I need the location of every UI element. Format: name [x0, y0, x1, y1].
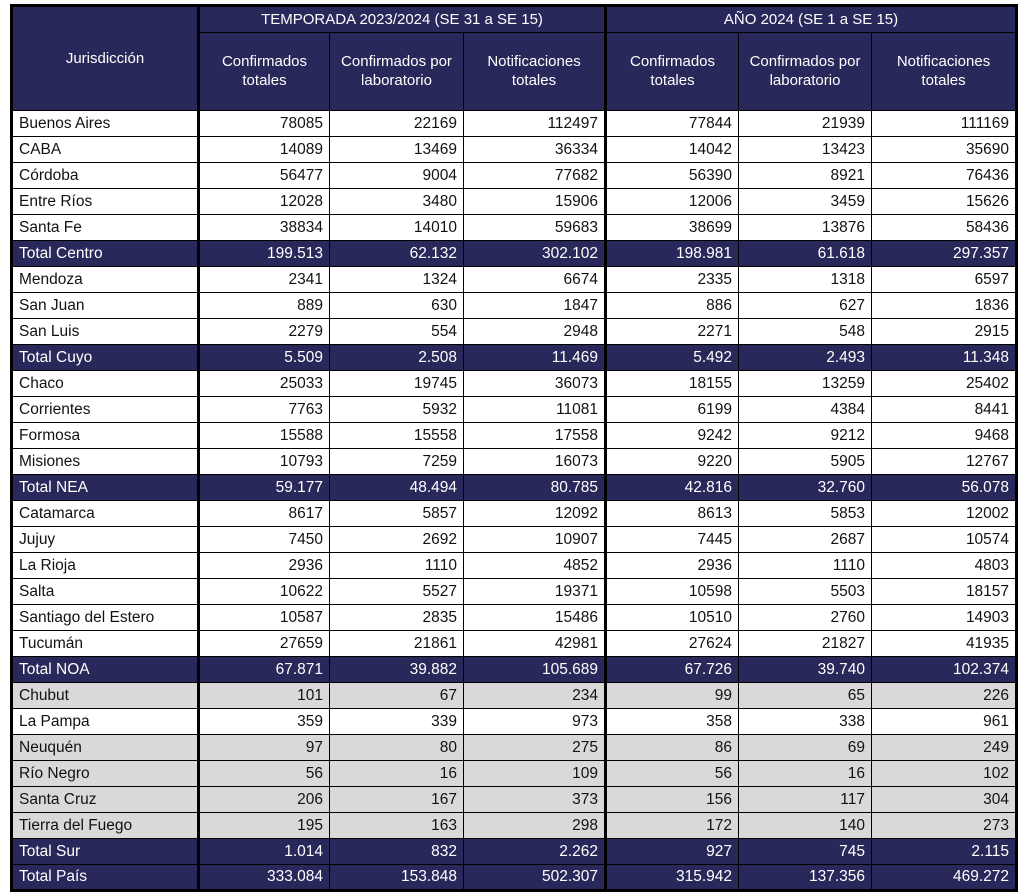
value-cell-temporada-confirmados-totales: 56477: [199, 163, 330, 189]
jurisdiction-cell: Formosa: [12, 423, 199, 449]
value-cell-anio-confirmados-laboratorio: 548: [739, 319, 872, 345]
value-cell-anio-notificaciones-totales: 10574: [872, 527, 1017, 553]
jurisdiction-cell: Santiago del Estero: [12, 605, 199, 631]
total-row: [12, 241, 1017, 267]
jurisdiction-cell: Total País: [12, 865, 199, 891]
value-cell-anio-confirmados-totales: 77844: [606, 111, 739, 137]
group-header-anio-2024: AÑO 2024 (SE 1 a SE 15): [606, 6, 1017, 33]
value-cell-temporada-notificaciones-totales: 275: [464, 735, 606, 761]
value-cell-anio-confirmados-laboratorio: 9212: [739, 423, 872, 449]
value-cell-temporada-confirmados-laboratorio: 5932: [330, 397, 464, 423]
table-row: [12, 163, 1017, 189]
jurisdiction-cell: Buenos Aires: [12, 111, 199, 137]
value-cell-temporada-notificaciones-totales: 298: [464, 813, 606, 839]
value-cell-temporada-notificaciones-totales: 11081: [464, 397, 606, 423]
jurisdiction-cell: Santa Cruz: [12, 787, 199, 813]
value-cell-anio-confirmados-laboratorio: 5905: [739, 449, 872, 475]
value-cell-anio-confirmados-laboratorio: 13876: [739, 215, 872, 241]
col-header-temporada-notificaciones-totales: Notificaciones totales: [464, 33, 606, 111]
value-cell-anio-notificaciones-totales: 11.348: [872, 345, 1017, 371]
col-header-temporada-confirmados-totales: Confirmados totales: [199, 33, 330, 111]
value-cell-temporada-notificaciones-totales: 105.689: [464, 657, 606, 683]
value-cell-temporada-notificaciones-totales: 973: [464, 709, 606, 735]
value-cell-temporada-confirmados-totales: 333.084: [199, 865, 330, 891]
jurisdiction-cell: Tucumán: [12, 631, 199, 657]
value-cell-anio-confirmados-totales: 9242: [606, 423, 739, 449]
value-cell-anio-notificaciones-totales: 76436: [872, 163, 1017, 189]
table-row: [12, 111, 1017, 137]
table-row: [12, 215, 1017, 241]
value-cell-temporada-confirmados-totales: 195: [199, 813, 330, 839]
value-cell-anio-confirmados-totales: 198.981: [606, 241, 739, 267]
value-cell-anio-confirmados-laboratorio: 5503: [739, 579, 872, 605]
table-row: [12, 579, 1017, 605]
value-cell-temporada-confirmados-laboratorio: 339: [330, 709, 464, 735]
value-cell-anio-notificaciones-totales: 102.374: [872, 657, 1017, 683]
value-cell-temporada-confirmados-totales: 7450: [199, 527, 330, 553]
value-cell-temporada-confirmados-totales: 78085: [199, 111, 330, 137]
jurisdiction-cell: San Luis: [12, 319, 199, 345]
jurisdiction-cell: Catamarca: [12, 501, 199, 527]
jurisdiction-cell: San Juan: [12, 293, 199, 319]
value-cell-anio-confirmados-laboratorio: 61.618: [739, 241, 872, 267]
value-cell-temporada-confirmados-laboratorio: 80: [330, 735, 464, 761]
value-cell-temporada-confirmados-laboratorio: 630: [330, 293, 464, 319]
jurisdiction-cell: Total Cuyo: [12, 345, 199, 371]
jurisdiction-cell: Río Negro: [12, 761, 199, 787]
value-cell-temporada-confirmados-laboratorio: 3480: [330, 189, 464, 215]
table-row: [12, 371, 1017, 397]
value-cell-temporada-confirmados-laboratorio: 554: [330, 319, 464, 345]
table-row: [12, 319, 1017, 345]
value-cell-temporada-notificaciones-totales: 10907: [464, 527, 606, 553]
value-cell-temporada-notificaciones-totales: 19371: [464, 579, 606, 605]
jurisdiction-column-header: Jurisdicción: [12, 6, 199, 111]
value-cell-temporada-confirmados-totales: 56: [199, 761, 330, 787]
jurisdiction-cell: Total Sur: [12, 839, 199, 865]
value-cell-temporada-confirmados-laboratorio: 1324: [330, 267, 464, 293]
table-row: [12, 267, 1017, 293]
value-cell-temporada-confirmados-laboratorio: 67: [330, 683, 464, 709]
value-cell-anio-notificaciones-totales: 8441: [872, 397, 1017, 423]
value-cell-anio-notificaciones-totales: 56.078: [872, 475, 1017, 501]
value-cell-anio-notificaciones-totales: 2.115: [872, 839, 1017, 865]
value-cell-temporada-confirmados-laboratorio: 167: [330, 787, 464, 813]
value-cell-anio-confirmados-totales: 2335: [606, 267, 739, 293]
value-cell-temporada-confirmados-totales: 12028: [199, 189, 330, 215]
table-row: [12, 761, 1017, 787]
value-cell-temporada-confirmados-laboratorio: 62.132: [330, 241, 464, 267]
value-cell-temporada-confirmados-laboratorio: 15558: [330, 423, 464, 449]
column-group-header-row: [12, 6, 1017, 33]
value-cell-temporada-confirmados-laboratorio: 5857: [330, 501, 464, 527]
table-row: [12, 189, 1017, 215]
value-cell-anio-confirmados-laboratorio: 1110: [739, 553, 872, 579]
value-cell-anio-confirmados-laboratorio: 4384: [739, 397, 872, 423]
value-cell-temporada-notificaciones-totales: 12092: [464, 501, 606, 527]
value-cell-anio-confirmados-laboratorio: 745: [739, 839, 872, 865]
value-cell-anio-confirmados-laboratorio: 2687: [739, 527, 872, 553]
total-row: [12, 657, 1017, 683]
value-cell-anio-notificaciones-totales: 297.357: [872, 241, 1017, 267]
value-cell-anio-confirmados-totales: 315.942: [606, 865, 739, 891]
jurisdiction-cell: Corrientes: [12, 397, 199, 423]
table-row: [12, 813, 1017, 839]
value-cell-temporada-confirmados-totales: 10622: [199, 579, 330, 605]
value-cell-temporada-confirmados-laboratorio: 163: [330, 813, 464, 839]
jurisdiction-cell: Total Centro: [12, 241, 199, 267]
value-cell-anio-confirmados-laboratorio: 16: [739, 761, 872, 787]
value-cell-anio-notificaciones-totales: 961: [872, 709, 1017, 735]
value-cell-temporada-notificaciones-totales: 2.262: [464, 839, 606, 865]
table-row: [12, 137, 1017, 163]
value-cell-temporada-confirmados-totales: 38834: [199, 215, 330, 241]
value-cell-temporada-notificaciones-totales: 59683: [464, 215, 606, 241]
value-cell-temporada-confirmados-totales: 25033: [199, 371, 330, 397]
value-cell-anio-confirmados-laboratorio: 13423: [739, 137, 872, 163]
value-cell-temporada-confirmados-laboratorio: 21861: [330, 631, 464, 657]
value-cell-anio-notificaciones-totales: 4803: [872, 553, 1017, 579]
jurisdiction-cell: Chubut: [12, 683, 199, 709]
jurisdiction-cell: Mendoza: [12, 267, 199, 293]
total-row: [12, 865, 1017, 891]
table-row: [12, 397, 1017, 423]
col-header-anio-confirmados-laboratorio: Confirmados por laboratorio: [739, 33, 872, 111]
value-cell-anio-confirmados-laboratorio: 338: [739, 709, 872, 735]
value-cell-anio-notificaciones-totales: 226: [872, 683, 1017, 709]
jurisdiction-cell: La Pampa: [12, 709, 199, 735]
value-cell-temporada-confirmados-laboratorio: 2835: [330, 605, 464, 631]
value-cell-anio-confirmados-totales: 5.492: [606, 345, 739, 371]
value-cell-temporada-notificaciones-totales: 15486: [464, 605, 606, 631]
total-row: [12, 345, 1017, 371]
value-cell-temporada-notificaciones-totales: 15906: [464, 189, 606, 215]
value-cell-temporada-notificaciones-totales: 109: [464, 761, 606, 787]
table-row: [12, 527, 1017, 553]
col-header-anio-notificaciones-totales: Notificaciones totales: [872, 33, 1017, 111]
value-cell-anio-confirmados-totales: 156: [606, 787, 739, 813]
value-cell-anio-confirmados-totales: 886: [606, 293, 739, 319]
value-cell-temporada-notificaciones-totales: 80.785: [464, 475, 606, 501]
value-cell-temporada-confirmados-laboratorio: 2.508: [330, 345, 464, 371]
table-body: [12, 111, 1017, 891]
value-cell-anio-confirmados-laboratorio: 140: [739, 813, 872, 839]
value-cell-anio-confirmados-laboratorio: 8921: [739, 163, 872, 189]
value-cell-anio-confirmados-laboratorio: 117: [739, 787, 872, 813]
value-cell-temporada-confirmados-laboratorio: 1110: [330, 553, 464, 579]
value-cell-anio-confirmados-laboratorio: 2.493: [739, 345, 872, 371]
value-cell-temporada-confirmados-totales: 2279: [199, 319, 330, 345]
value-cell-temporada-confirmados-laboratorio: 2692: [330, 527, 464, 553]
value-cell-anio-notificaciones-totales: 1836: [872, 293, 1017, 319]
value-cell-temporada-notificaciones-totales: 77682: [464, 163, 606, 189]
value-cell-anio-notificaciones-totales: 273: [872, 813, 1017, 839]
jurisdiction-cell: Córdoba: [12, 163, 199, 189]
jurisdiction-cell: CABA: [12, 137, 199, 163]
value-cell-temporada-confirmados-laboratorio: 832: [330, 839, 464, 865]
value-cell-anio-confirmados-totales: 358: [606, 709, 739, 735]
value-cell-anio-confirmados-laboratorio: 3459: [739, 189, 872, 215]
table-row: [12, 501, 1017, 527]
value-cell-temporada-confirmados-totales: 359: [199, 709, 330, 735]
value-cell-anio-notificaciones-totales: 111169: [872, 111, 1017, 137]
value-cell-anio-notificaciones-totales: 12002: [872, 501, 1017, 527]
value-cell-temporada-notificaciones-totales: 4852: [464, 553, 606, 579]
value-cell-anio-confirmados-laboratorio: 137.356: [739, 865, 872, 891]
value-cell-anio-notificaciones-totales: 35690: [872, 137, 1017, 163]
value-cell-temporada-confirmados-totales: 206: [199, 787, 330, 813]
value-cell-anio-notificaciones-totales: 25402: [872, 371, 1017, 397]
value-cell-temporada-confirmados-totales: 97: [199, 735, 330, 761]
value-cell-anio-confirmados-totales: 18155: [606, 371, 739, 397]
value-cell-temporada-confirmados-totales: 67.871: [199, 657, 330, 683]
value-cell-temporada-notificaciones-totales: 502.307: [464, 865, 606, 891]
col-header-anio-confirmados-totales: Confirmados totales: [606, 33, 739, 111]
table-row: [12, 683, 1017, 709]
value-cell-temporada-confirmados-totales: 59.177: [199, 475, 330, 501]
value-cell-temporada-confirmados-laboratorio: 16: [330, 761, 464, 787]
value-cell-temporada-notificaciones-totales: 234: [464, 683, 606, 709]
table-row: [12, 735, 1017, 761]
jurisdiction-cell: Neuquén: [12, 735, 199, 761]
value-cell-anio-confirmados-totales: 14042: [606, 137, 739, 163]
jurisdiction-cell: Misiones: [12, 449, 199, 475]
value-cell-anio-confirmados-totales: 10598: [606, 579, 739, 605]
value-cell-temporada-confirmados-laboratorio: 9004: [330, 163, 464, 189]
table-row: [12, 553, 1017, 579]
col-header-temporada-confirmados-laboratorio: Confirmados por laboratorio: [330, 33, 464, 111]
value-cell-anio-notificaciones-totales: 102: [872, 761, 1017, 787]
group-header-temporada-2023-2024: TEMPORADA 2023/2024 (SE 31 a SE 15): [199, 6, 606, 33]
value-cell-anio-confirmados-laboratorio: 21827: [739, 631, 872, 657]
table-row: [12, 293, 1017, 319]
jurisdiction-cell: Santa Fe: [12, 215, 199, 241]
value-cell-anio-confirmados-totales: 2271: [606, 319, 739, 345]
value-cell-temporada-notificaciones-totales: 302.102: [464, 241, 606, 267]
value-cell-temporada-notificaciones-totales: 36073: [464, 371, 606, 397]
value-cell-temporada-notificaciones-totales: 17558: [464, 423, 606, 449]
value-cell-anio-confirmados-totales: 6199: [606, 397, 739, 423]
value-cell-anio-notificaciones-totales: 15626: [872, 189, 1017, 215]
value-cell-temporada-confirmados-totales: 15588: [199, 423, 330, 449]
value-cell-temporada-confirmados-totales: 5.509: [199, 345, 330, 371]
value-cell-temporada-confirmados-totales: 10587: [199, 605, 330, 631]
value-cell-anio-confirmados-totales: 7445: [606, 527, 739, 553]
value-cell-anio-confirmados-totales: 10510: [606, 605, 739, 631]
total-row: [12, 839, 1017, 865]
value-cell-anio-confirmados-laboratorio: 5853: [739, 501, 872, 527]
value-cell-anio-confirmados-laboratorio: 32.760: [739, 475, 872, 501]
value-cell-temporada-notificaciones-totales: 6674: [464, 267, 606, 293]
value-cell-temporada-confirmados-totales: 199.513: [199, 241, 330, 267]
value-cell-anio-notificaciones-totales: 304: [872, 787, 1017, 813]
value-cell-anio-notificaciones-totales: 6597: [872, 267, 1017, 293]
value-cell-temporada-confirmados-laboratorio: 48.494: [330, 475, 464, 501]
value-cell-anio-notificaciones-totales: 14903: [872, 605, 1017, 631]
jurisdiction-cell: Chaco: [12, 371, 199, 397]
jurisdiction-cell: Total NOA: [12, 657, 199, 683]
value-cell-anio-confirmados-totales: 927: [606, 839, 739, 865]
value-cell-anio-notificaciones-totales: 58436: [872, 215, 1017, 241]
value-cell-temporada-confirmados-totales: 7763: [199, 397, 330, 423]
dengue-jurisdiction-table: [10, 4, 1018, 892]
value-cell-anio-confirmados-totales: 8613: [606, 501, 739, 527]
value-cell-temporada-confirmados-totales: 10793: [199, 449, 330, 475]
table-row: [12, 605, 1017, 631]
table-row: [12, 631, 1017, 657]
value-cell-temporada-notificaciones-totales: 36334: [464, 137, 606, 163]
value-cell-temporada-notificaciones-totales: 373: [464, 787, 606, 813]
value-cell-anio-notificaciones-totales: 469.272: [872, 865, 1017, 891]
value-cell-anio-notificaciones-totales: 18157: [872, 579, 1017, 605]
value-cell-anio-confirmados-totales: 99: [606, 683, 739, 709]
value-cell-anio-confirmados-totales: 56390: [606, 163, 739, 189]
value-cell-anio-confirmados-totales: 12006: [606, 189, 739, 215]
table-row: [12, 423, 1017, 449]
value-cell-anio-confirmados-totales: 2936: [606, 553, 739, 579]
value-cell-anio-notificaciones-totales: 9468: [872, 423, 1017, 449]
value-cell-temporada-confirmados-laboratorio: 7259: [330, 449, 464, 475]
value-cell-temporada-confirmados-laboratorio: 13469: [330, 137, 464, 163]
value-cell-temporada-confirmados-laboratorio: 153.848: [330, 865, 464, 891]
value-cell-anio-confirmados-totales: 56: [606, 761, 739, 787]
value-cell-anio-confirmados-laboratorio: 65: [739, 683, 872, 709]
value-cell-anio-notificaciones-totales: 12767: [872, 449, 1017, 475]
value-cell-anio-confirmados-laboratorio: 21939: [739, 111, 872, 137]
value-cell-temporada-confirmados-totales: 8617: [199, 501, 330, 527]
value-cell-anio-confirmados-laboratorio: 13259: [739, 371, 872, 397]
table-row: [12, 787, 1017, 813]
value-cell-temporada-notificaciones-totales: 42981: [464, 631, 606, 657]
table-row: [12, 449, 1017, 475]
jurisdiction-cell: Jujuy: [12, 527, 199, 553]
value-cell-temporada-confirmados-totales: 27659: [199, 631, 330, 657]
value-cell-anio-confirmados-totales: 27624: [606, 631, 739, 657]
value-cell-temporada-confirmados-laboratorio: 39.882: [330, 657, 464, 683]
value-cell-temporada-notificaciones-totales: 16073: [464, 449, 606, 475]
value-cell-temporada-notificaciones-totales: 112497: [464, 111, 606, 137]
jurisdiction-cell: Total NEA: [12, 475, 199, 501]
value-cell-anio-confirmados-laboratorio: 1318: [739, 267, 872, 293]
value-cell-temporada-confirmados-totales: 889: [199, 293, 330, 319]
value-cell-temporada-confirmados-laboratorio: 5527: [330, 579, 464, 605]
value-cell-temporada-confirmados-totales: 2341: [199, 267, 330, 293]
value-cell-anio-confirmados-totales: 38699: [606, 215, 739, 241]
value-cell-temporada-confirmados-laboratorio: 22169: [330, 111, 464, 137]
value-cell-anio-confirmados-laboratorio: 627: [739, 293, 872, 319]
value-cell-temporada-notificaciones-totales: 1847: [464, 293, 606, 319]
value-cell-anio-confirmados-totales: 42.816: [606, 475, 739, 501]
value-cell-anio-confirmados-totales: 67.726: [606, 657, 739, 683]
value-cell-anio-confirmados-laboratorio: 39.740: [739, 657, 872, 683]
value-cell-temporada-confirmados-laboratorio: 14010: [330, 215, 464, 241]
value-cell-temporada-confirmados-totales: 2936: [199, 553, 330, 579]
value-cell-anio-notificaciones-totales: 2915: [872, 319, 1017, 345]
value-cell-anio-confirmados-totales: 9220: [606, 449, 739, 475]
value-cell-anio-confirmados-totales: 172: [606, 813, 739, 839]
value-cell-anio-notificaciones-totales: 249: [872, 735, 1017, 761]
jurisdiction-cell: Tierra del Fuego: [12, 813, 199, 839]
value-cell-temporada-notificaciones-totales: 11.469: [464, 345, 606, 371]
value-cell-temporada-confirmados-totales: 14089: [199, 137, 330, 163]
jurisdiction-cell: La Rioja: [12, 553, 199, 579]
value-cell-anio-notificaciones-totales: 41935: [872, 631, 1017, 657]
value-cell-temporada-confirmados-totales: 101: [199, 683, 330, 709]
value-cell-anio-confirmados-laboratorio: 2760: [739, 605, 872, 631]
table-row: [12, 709, 1017, 735]
total-row: [12, 475, 1017, 501]
value-cell-anio-confirmados-totales: 86: [606, 735, 739, 761]
jurisdiction-cell: Salta: [12, 579, 199, 605]
value-cell-anio-confirmados-laboratorio: 69: [739, 735, 872, 761]
value-cell-temporada-confirmados-laboratorio: 19745: [330, 371, 464, 397]
value-cell-temporada-notificaciones-totales: 2948: [464, 319, 606, 345]
jurisdiction-cell: Entre Ríos: [12, 189, 199, 215]
value-cell-temporada-confirmados-totales: 1.014: [199, 839, 330, 865]
